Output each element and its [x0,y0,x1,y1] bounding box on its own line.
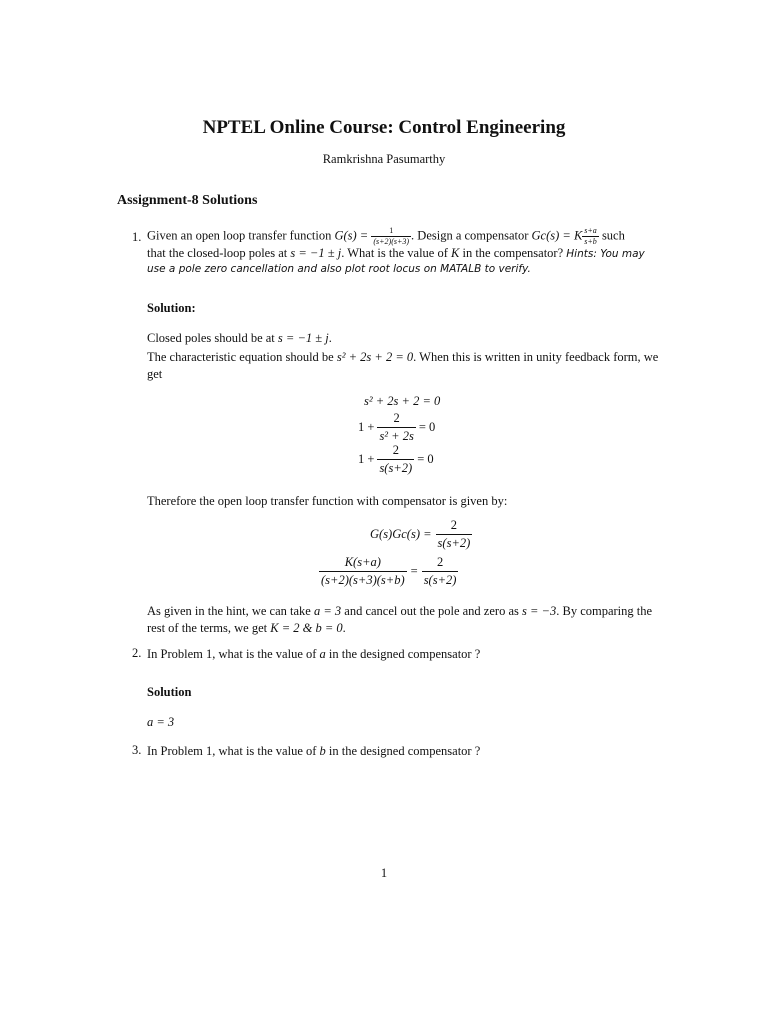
solution-1-label: Solution: [147,301,196,315]
equation-5: $\frac{K(s+a)}{(s+2)(s+3)(s+b)}$ = $\frac{2}{s(s+2)}$ [321,555,457,587]
question-1-number: 1. [132,230,142,244]
author-name: Ramkrishna Pasumarthy [322,152,446,166]
page-number: 1 [380,866,388,880]
equation-5-left-fraction: $\frac{K(s+a)}{(s+2)(s+3)(s+b)}$ [321,555,405,587]
section-heading: Assignment-8 Solutions [117,193,258,208]
therefore-statement: Therefore the open loop transfer function with compensator is given by: [147,494,508,508]
hint-text-continued: use a pole zero cancellation and also plot root locus on MATALB to verify. [147,263,531,275]
compensator-fraction: $\frac{s+a}{s+b}$ [584,226,597,246]
solution-2-label: Solution [147,685,192,699]
equation-3-fraction: $\frac{2}{s(s+2)}$ [379,443,413,475]
equation-4-fraction: $\frac{2}{s(s+2)}$ [437,518,471,550]
hint-text: Hints: You may [566,248,645,260]
document-title: NPTEL Online Course: Control Engineering [202,117,566,138]
question-2-text: In Problem 1, what is the value of a in the designed compensator ? [147,647,481,661]
hint-explanation-line-1: As given in the hint, we can take a = 3 and cancel out the pole and zero as s = −3. By comparing the [147,604,653,618]
equation-1: s² + 2s + 2 = 0 [364,394,441,408]
hint-explanation-line-2: rest of the terms, we get K = 2 & b = 0. [147,621,346,635]
equation-3: 1 + $\frac{2}{s(s+2)}$ = 0 [358,443,434,475]
open-loop-fraction: $\frac{1}{(s+2)(s+3)}$ [373,226,410,246]
characteristic-equation-line-1: The characteristic equation should be s² + 2s + 2 = 0. When this is written in unity feedback form, we [147,350,659,364]
question-1-line-2: that the closed-loop poles at s = −1 ± j. What is the value of K in the compensator? Hints: You may [147,246,645,260]
question-3-text: In Problem 1, what is the value of b in the designed compensator ? [147,744,481,758]
equation-4: G(s)Gc(s) = $\frac{2}{s(s+2)}$ [370,518,471,550]
question-2-number: 2. [132,646,142,660]
characteristic-equation-line-2: get [147,367,163,381]
solution-2-answer: a = 3 [147,715,175,729]
equation-2-fraction: $\frac{2}{\text{s² + 2s}}$ [379,411,414,443]
closed-poles-statement: Closed poles should be at s = −1 ± j. [147,331,332,345]
question-1-line-1: Given an open loop transfer function G(s) = $\frac{1}{(s+2)(s+3)}$ . Design a compensator Gc(s) = K $\frac{s+a}{s+b}$ such [147,226,625,246]
equation-5-right-fraction: $\frac{2}{s(s+2)}$ [423,555,457,587]
question-3-number: 3. [132,743,142,757]
equation-2: 1 + $\frac{2}{\text{s² + 2s}}$ = 0 [358,411,436,443]
